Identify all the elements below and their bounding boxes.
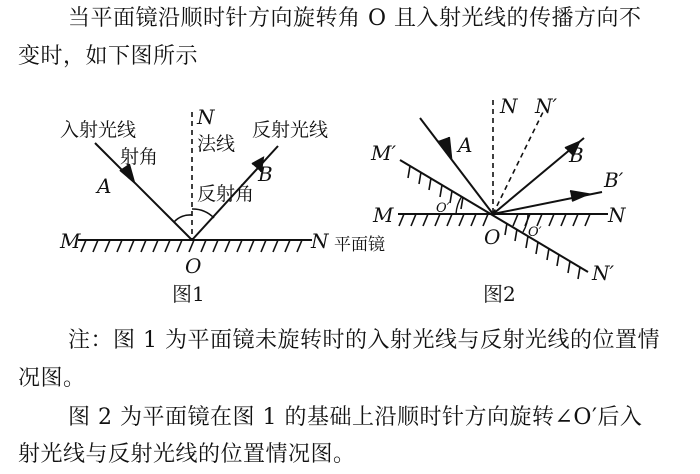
fig2-n-prime-top: N′ — [535, 94, 558, 118]
mirror-hatching — [81, 240, 302, 252]
fig2-n-top: N — [500, 94, 518, 118]
fig1-origin-o: O — [185, 254, 202, 278]
fig2-n-prime-bottom: N′ — [592, 261, 615, 285]
incidence-angle-arc — [174, 215, 192, 222]
fig1-mirror-label: 平面镜 — [334, 235, 385, 255]
fig2-origin-o: O — [484, 225, 501, 249]
note-line-4: 射光线与反射光线的位置情况图。 — [18, 442, 356, 467]
fig1-point-b: B — [258, 162, 273, 186]
fig1-normal-label: 法线 — [197, 133, 236, 155]
fig1-caption: 图1 — [172, 282, 205, 306]
fig1-reflection-angle-label: 反射角 — [197, 183, 255, 205]
fig1-point-a: A — [97, 174, 112, 198]
note-line-3: 图 2 为平面镜在图 1 的基础上沿顺时针方向旋转∠O′后入 — [68, 405, 643, 430]
intro-line-1: 当平面镜沿顺时针方向旋转角 O 且入射光线的传播方向不 — [68, 6, 642, 31]
intro-line-2: 变时，如下图所示 — [18, 44, 199, 69]
fig2-arrow-b-prime — [570, 191, 588, 201]
fig2-angle-o-prime-right: O′ — [528, 225, 542, 240]
fig2-point-b: B — [569, 143, 584, 167]
fig2-m: M — [373, 203, 394, 227]
fig2-n-right: N — [608, 203, 626, 227]
figure-2-drawing — [398, 100, 608, 279]
fig1-reflected-label: 反射光线 — [252, 119, 329, 141]
fig2-m-prime: M′ — [371, 141, 397, 165]
fig2-b-prime: B′ — [604, 168, 624, 192]
rotated-mirror-line — [400, 160, 588, 272]
fig1-left-m: M — [60, 229, 81, 253]
note-line-2: 况图。 — [18, 366, 86, 391]
reflection-angle-arc — [192, 209, 214, 218]
fig1-incident-label: 入射光线 — [60, 119, 137, 141]
fig1-right-n: N — [311, 229, 329, 253]
fig2-caption: 图2 — [483, 282, 516, 306]
fig2-point-a: A — [458, 133, 473, 157]
rotated-mirror-hatching — [408, 166, 580, 279]
fig2-incident-ray — [420, 118, 493, 214]
fig2-angle-o-prime-left: O′ — [436, 201, 450, 216]
rotated-normal — [493, 110, 544, 214]
note-line-1: 注：图 1 为平面镜未旋转时的入射光线与反射光线的位置情 — [68, 328, 660, 353]
fig1-normal-letter: N — [197, 105, 215, 129]
fig1-incidence-angle-label: 射角 — [120, 146, 159, 168]
fig2-incident-arrow — [438, 137, 451, 156]
